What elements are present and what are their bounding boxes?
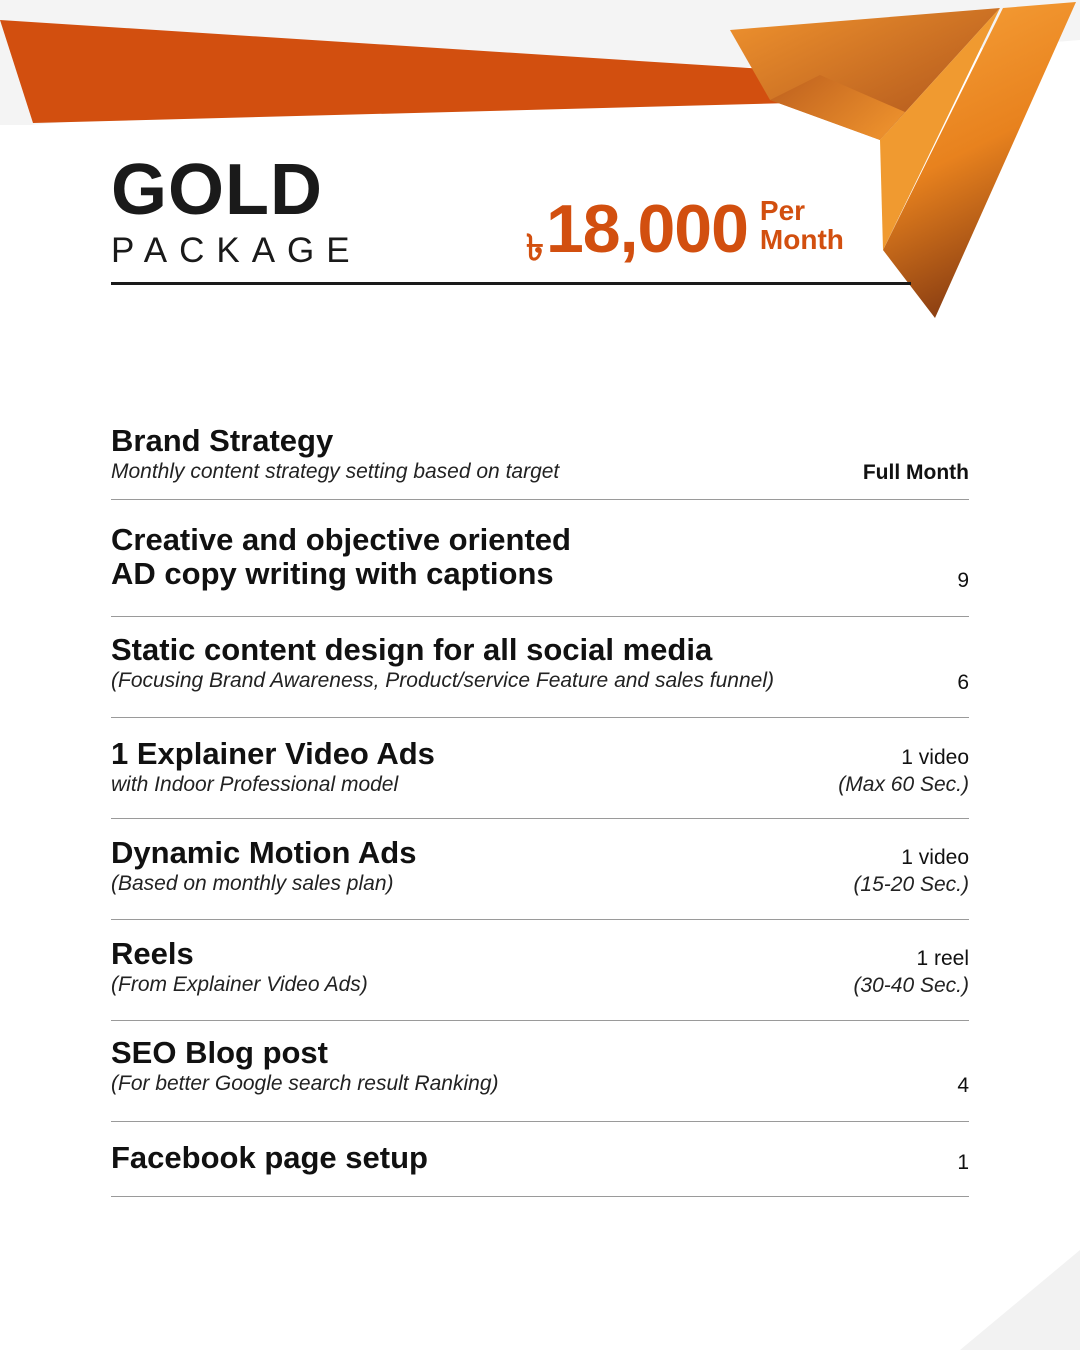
item-description: (Focusing Brand Awareness, Product/service Feature and sales funnel) <box>111 669 775 692</box>
orange-banner <box>0 20 905 123</box>
item-quantity: 1 <box>957 1151 969 1174</box>
item-quantity: Full Month <box>862 461 969 484</box>
price-period-line1: Per <box>759 195 806 226</box>
grey-top-band <box>0 0 1080 125</box>
item-description: (Based on monthly sales plan) <box>111 872 394 895</box>
item-description: (From Explainer Video Ads) <box>111 973 368 996</box>
item-title: Static content design for all social media <box>111 632 713 667</box>
item-note: (30-40 Sec.) <box>853 974 969 997</box>
price-tag <box>526 191 844 281</box>
package-name: GOLD <box>111 150 323 230</box>
item-note: (15-20 Sec.) <box>853 873 969 896</box>
fold-inner-shadow <box>770 75 905 140</box>
list-item <box>111 1122 969 1197</box>
list-item <box>111 920 969 1021</box>
item-title: Facebook page setup <box>111 1140 428 1175</box>
currency-symbol: ৳ <box>526 227 544 268</box>
list-item <box>111 617 969 718</box>
item-description: with Indoor Professional model <box>111 773 399 796</box>
list-item <box>111 819 969 920</box>
item-quantity: 6 <box>957 671 969 694</box>
item-title: Brand Strategy <box>111 423 334 458</box>
item-description: Monthly content strategy setting based on target <box>111 460 560 483</box>
feature-list <box>111 418 969 1197</box>
item-title: SEO Blog post <box>111 1035 328 1070</box>
price-period-line2: Month <box>759 224 844 255</box>
item-quantity: 1 reel <box>916 947 969 970</box>
item-note: (Max 60 Sec.) <box>838 773 969 796</box>
list-item <box>111 718 969 819</box>
item-title: 1 Explainer Video Ads <box>111 736 435 771</box>
list-item <box>111 418 969 500</box>
title-divider <box>111 282 911 285</box>
item-title-line2: AD copy writing with captions <box>111 556 554 591</box>
package-label: PACKAGE <box>111 231 362 270</box>
price-period <box>760 196 844 254</box>
item-title: Dynamic Motion Ads <box>111 835 417 870</box>
item-quantity: 1 video <box>901 746 969 769</box>
fold-left-piece <box>730 8 1000 140</box>
item-quantity: 9 <box>957 569 969 592</box>
item-title-line1: Creative and objective oriented <box>111 522 571 557</box>
item-title: Reels <box>111 936 194 971</box>
item-description: (For better Google search result Ranking) <box>111 1072 499 1095</box>
item-quantity: 1 video <box>901 846 969 869</box>
list-item <box>111 1021 969 1122</box>
price-amount: 18,000 <box>545 191 748 267</box>
package-title <box>111 150 362 268</box>
item-quantity: 4 <box>957 1074 969 1097</box>
orange-triangle <box>883 2 1076 318</box>
list-item <box>111 500 969 617</box>
grey-bottom-corner <box>960 1250 1080 1350</box>
orange-triangle-left <box>880 8 1000 250</box>
